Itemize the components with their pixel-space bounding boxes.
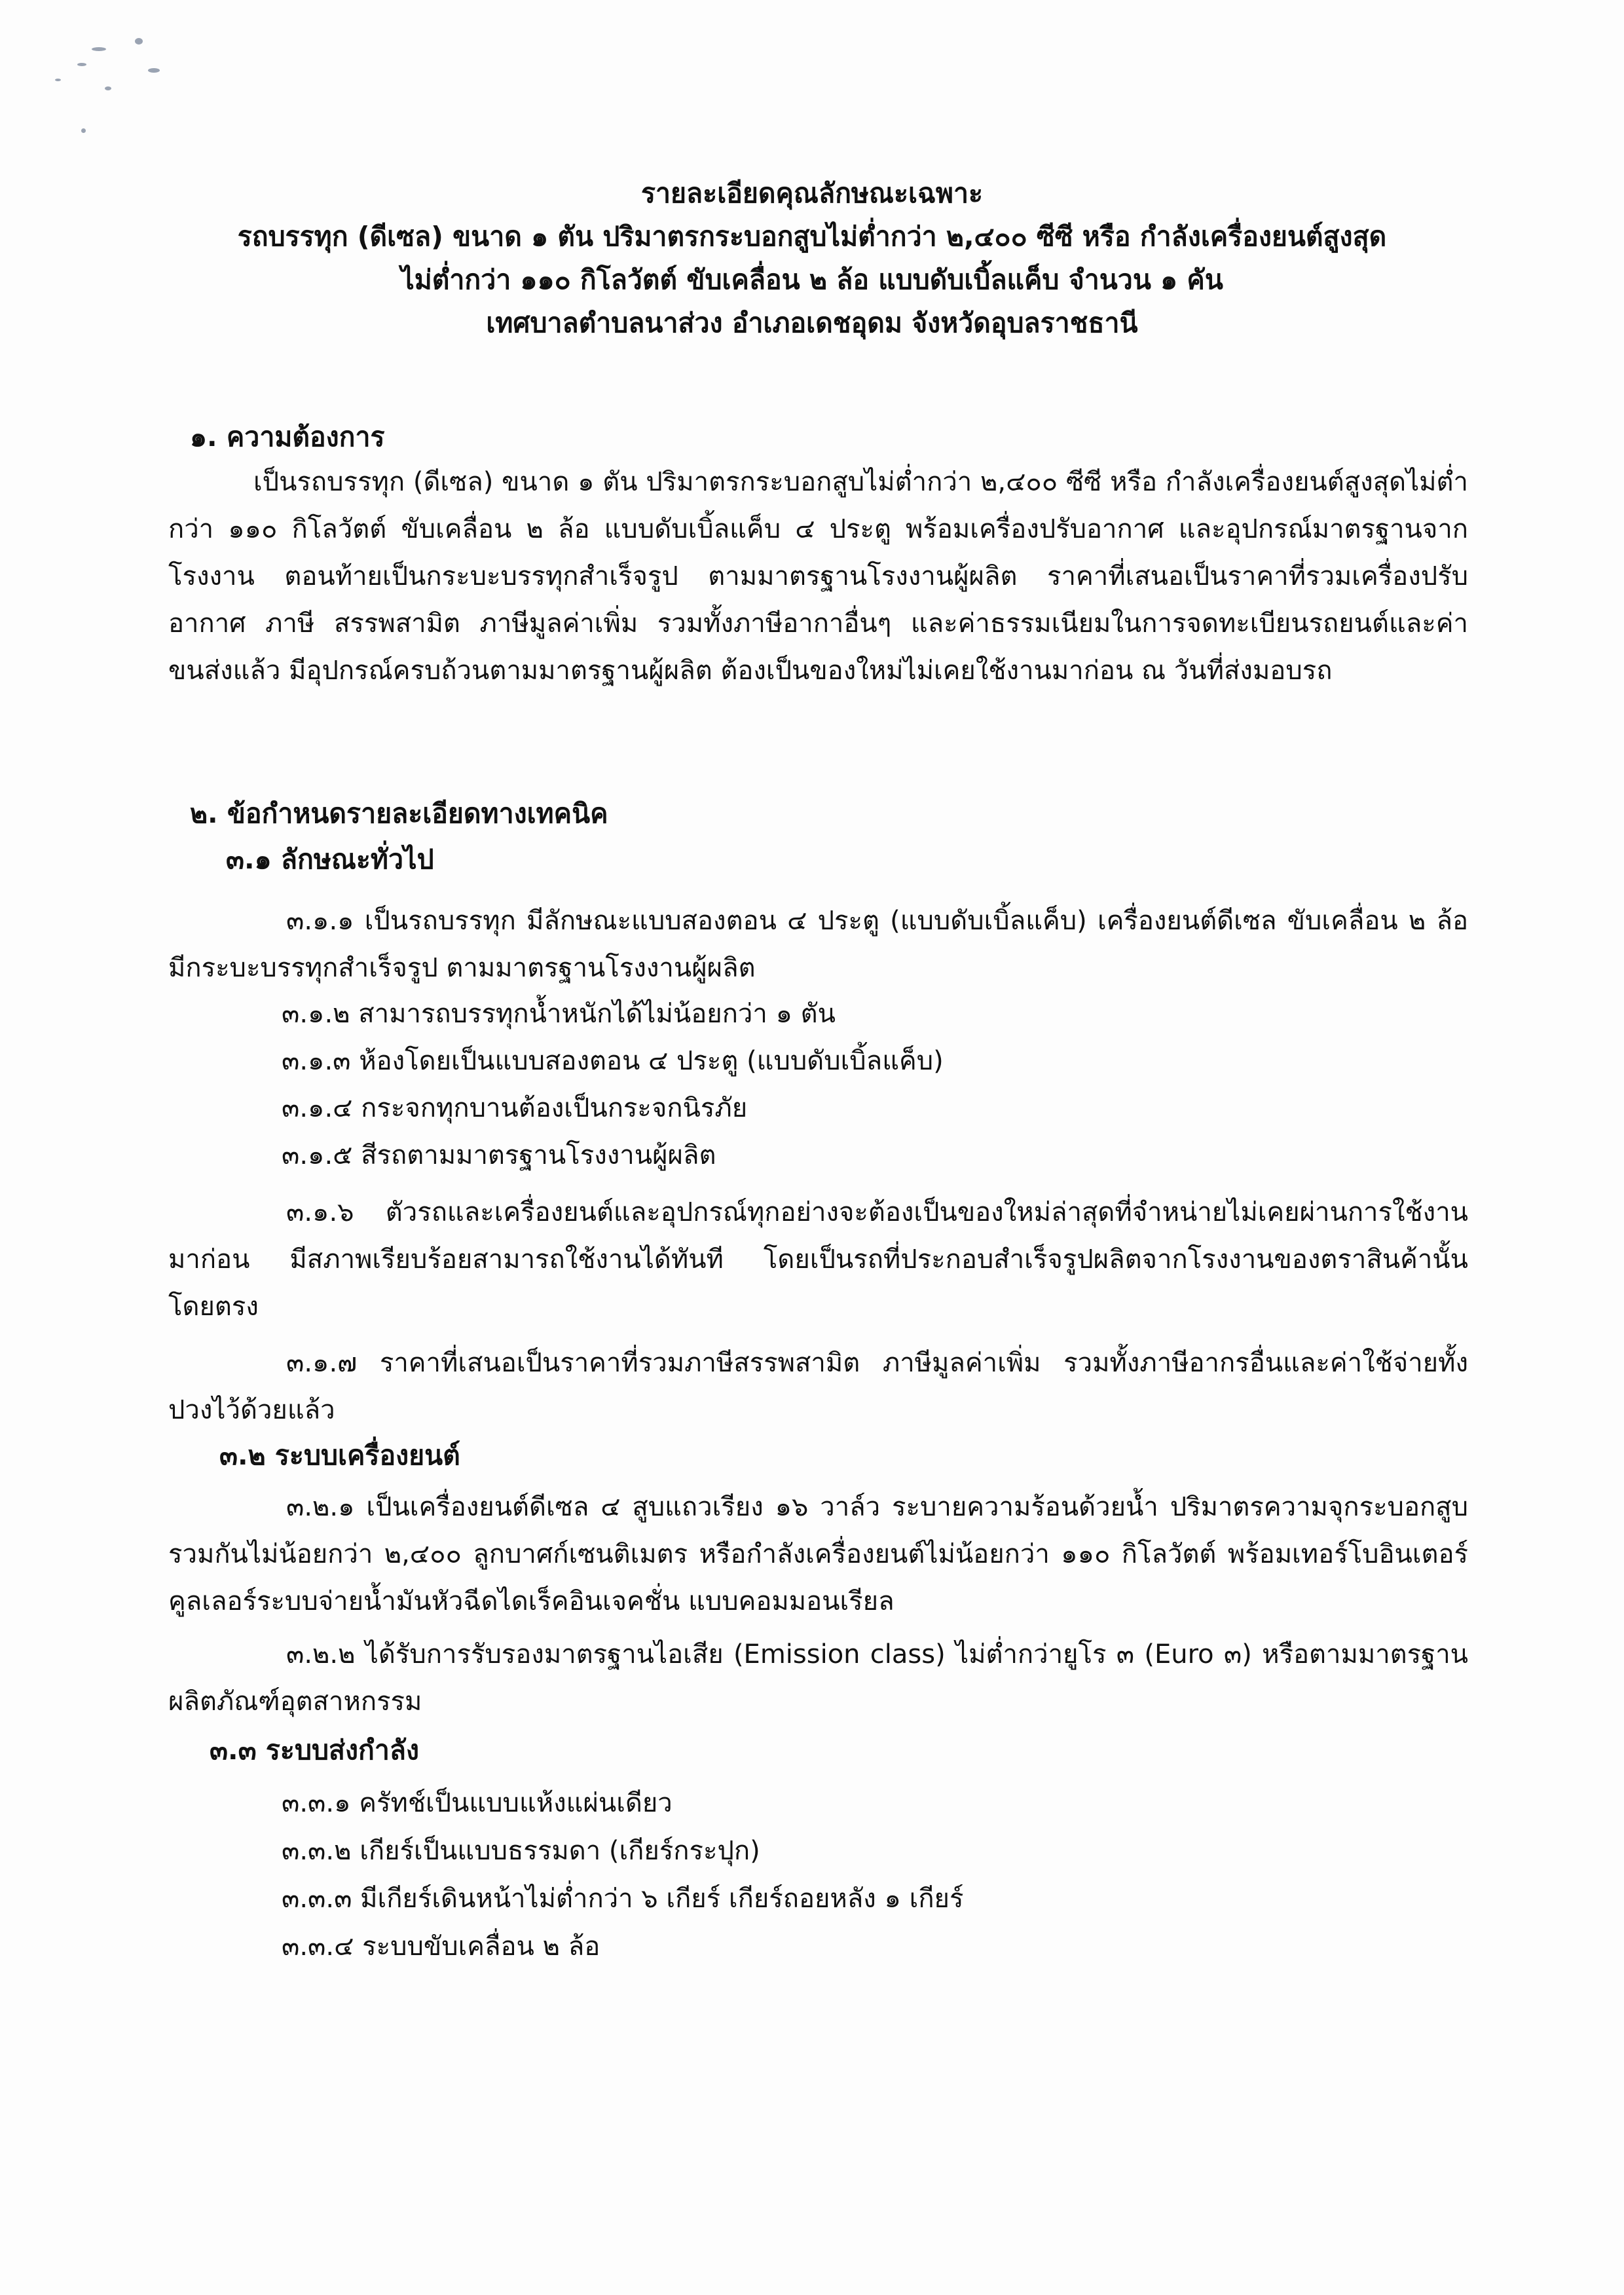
scan-speck [92, 47, 106, 51]
document-header [0, 172, 1624, 345]
section-1-body: เป็นรถบรรทุก (ดีเซล) ขนาด ๑ ตัน ปริมาตรกระบอกสูบไม่ต่ำกว่า ๒,๔๐๐ ซีซี หรือ กำลังเครื่องยนต์สูงสุดไม่ต่ำกว่า ๑๑๐ กิโลวัตต์ ขับเคลื่อน ๒ ล้อ แบบดับเบิ้ลแค็บ ๔ ประตู พร้อมเครื่องปรับอากาศ และอุปกรณ์มาตรฐานจากโรงงาน ตอนท้ายเป็นกระบะบรรทุกสำเร็จรูป ตามมาตรฐานโรงงานผู้ผลิต ราคาที่เสนอเป็นราคาที่รวมเครื่องปรับอากาศ ภาษี สรรพสามิต ภาษีมูลค่าเพิ่ม รวมทั้งภาษีอากาอื่นๆ และค่าธรรมเนียมในการจดทะเบียนรถยนต์และค่าขนส่งแล้ว มีอุปกรณ์ครบถ้วนตามมาตรฐานผู้ผลิต ต้องเป็นของใหม่ไม่เคยใช้งานมาก่อน ณ วันที่ส่งมอบรถ [168, 467, 1468, 686]
item-3-3-4: ๓.๓.๔ ระบบขับเคลื่อน ๒ ล้อ [282, 1931, 600, 1962]
scan-speck [135, 38, 143, 45]
scan-speck [77, 63, 86, 66]
item-3-1-1: ๓.๑.๑ เป็นรถบรรทุก มีลักษณะแบบสองตอน ๔ ประตู (แบบดับเบิ้ลแค็บ) เครื่องยนต์ดีเซล ขับเคลื่อน ๒ ล้อ มีกระบะบรรทุกสำเร็จรูป ตามมาตรฐานโรงงานผู้ผลิต [168, 906, 1468, 983]
item-3-3-2: ๓.๓.๒ เกียร์เป็นแบบธรรมดา (เกียร์กระปุก) [282, 1836, 760, 1866]
item-3-1-5: ๓.๑.๕ สีรถตามมาตรฐานโรงงานผู้ผลิต [282, 1140, 716, 1170]
document-agency: เทศบาลตำบลนาส่วง อำเภอเดชอุดม จังหวัดอุบลราชธานี [486, 307, 1138, 339]
item-3-1-6: ๓.๑.๖ ตัวรถและเครื่องยนต์และอุปกรณ์ทุกอย่างจะต้องเป็นของใหม่ล่าสุดที่จำหน่ายไม่เคยผ่านการใช้งานมาก่อน มีสภาพเรียบร้อยสามารถใช้งานได้ทันที โดยเป็นรถที่ประกอบสำเร็จรูปผลิตจากโรงงานของตราสินค้านั้นโดยตรง [168, 1197, 1468, 1322]
document-title: รายละเอียดคุณลักษณะเฉพาะ [640, 177, 983, 209]
item-3-1-7: ๓.๑.๗ ราคาที่เสนอเป็นราคาที่รวมภาษีสรรพสามิต ภาษีมูลค่าเพิ่ม รวมทั้งภาษีอากรอื่นและค่าใช้จ่ายทั้งปวงไว้ด้วยแล้ว [168, 1348, 1468, 1425]
scan-speck [55, 79, 61, 81]
scan-speck [148, 68, 160, 73]
item-3-1-4: ๓.๑.๔ กระจกทุกบานต้องเป็นกระจกนิรภัย [282, 1093, 748, 1123]
section-1-heading: ๑. ความต้องการ [190, 421, 385, 453]
item-3-3-1: ๓.๓.๑ ครัทช์เป็นแบบแห้งแผ่นเดียว [282, 1788, 673, 1818]
subsection-3-2-heading: ๓.๒ ระบบเครื่องยนต์ [219, 1440, 460, 1471]
item-3-1-2: ๓.๑.๒ สามารถบรรทุกน้ำหนักได้ไม่น้อยกว่า ๑ ตัน [282, 999, 836, 1029]
item-3-1-3: ๓.๑.๓ ห้องโดยเป็นแบบสองตอน ๔ ประตู (แบบดับเบิ้ลแค็บ) [282, 1046, 944, 1076]
document-subtitle-line2: ไม่ต่ำกว่า ๑๑๐ กิโลวัตต์ ขับเคลื่อน ๒ ล้อ แบบดับเบิ้ลแค็บ จำนวน ๑ คัน [401, 264, 1223, 295]
subsection-3-1-heading: ๓.๑ ลักษณะทั่วไป [226, 844, 434, 875]
item-3-2-2: ๓.๒.๒ ได้รับการรับรองมาตรฐานไอเสีย (Emission class) ไม่ต่ำกว่ายูโร ๓ (Euro ๓) หรือตามมาตรฐานผลิตภัณฑ์อุตสาหกรรม [168, 1639, 1468, 1717]
scan-speck [81, 128, 86, 133]
item-3-2-1: ๓.๒.๑ เป็นเครื่องยนต์ดีเซล ๔ สูบแถวเรียง ๑๖ วาล์ว ระบายความร้อนด้วยน้ำ ปริมาตรความจุกระบอกสูบรวมกันไม่น้อยกว่า ๒,๔๐๐ ลูกบาศก์เซนติเมตร หรือกำลังเครื่องยนต์ไม่น้อยกว่า ๑๑๐ กิโลวัตต์ พร้อมเทอร์โบอินเตอร์คูลเลอร์ระบบจ่ายน้ำมันหัวฉีดไดเร็คอินเจคชั่น แบบคอมมอนเรียล [168, 1492, 1468, 1616]
subsection-3-3-heading: ๓.๓ ระบบส่งกำลัง [210, 1734, 420, 1766]
item-3-3-3: ๓.๓.๓ มีเกียร์เดินหน้าไม่ต่ำกว่า ๖ เกียร์ เกียร์ถอยหลัง ๑ เกียร์ [282, 1884, 964, 1914]
document-subtitle-line1: รถบรรทุก (ดีเซล) ขนาด ๑ ตัน ปริมาตรกระบอกสูบไม่ต่ำกว่า ๒,๔๐๐ ซีซี หรือ กำลังเครื่องยนต์สูงสุด [237, 221, 1387, 252]
section-2-heading: ๒. ข้อกำหนดรายละเอียดทางเทคนิค [190, 798, 608, 829]
scan-speck [105, 86, 111, 90]
